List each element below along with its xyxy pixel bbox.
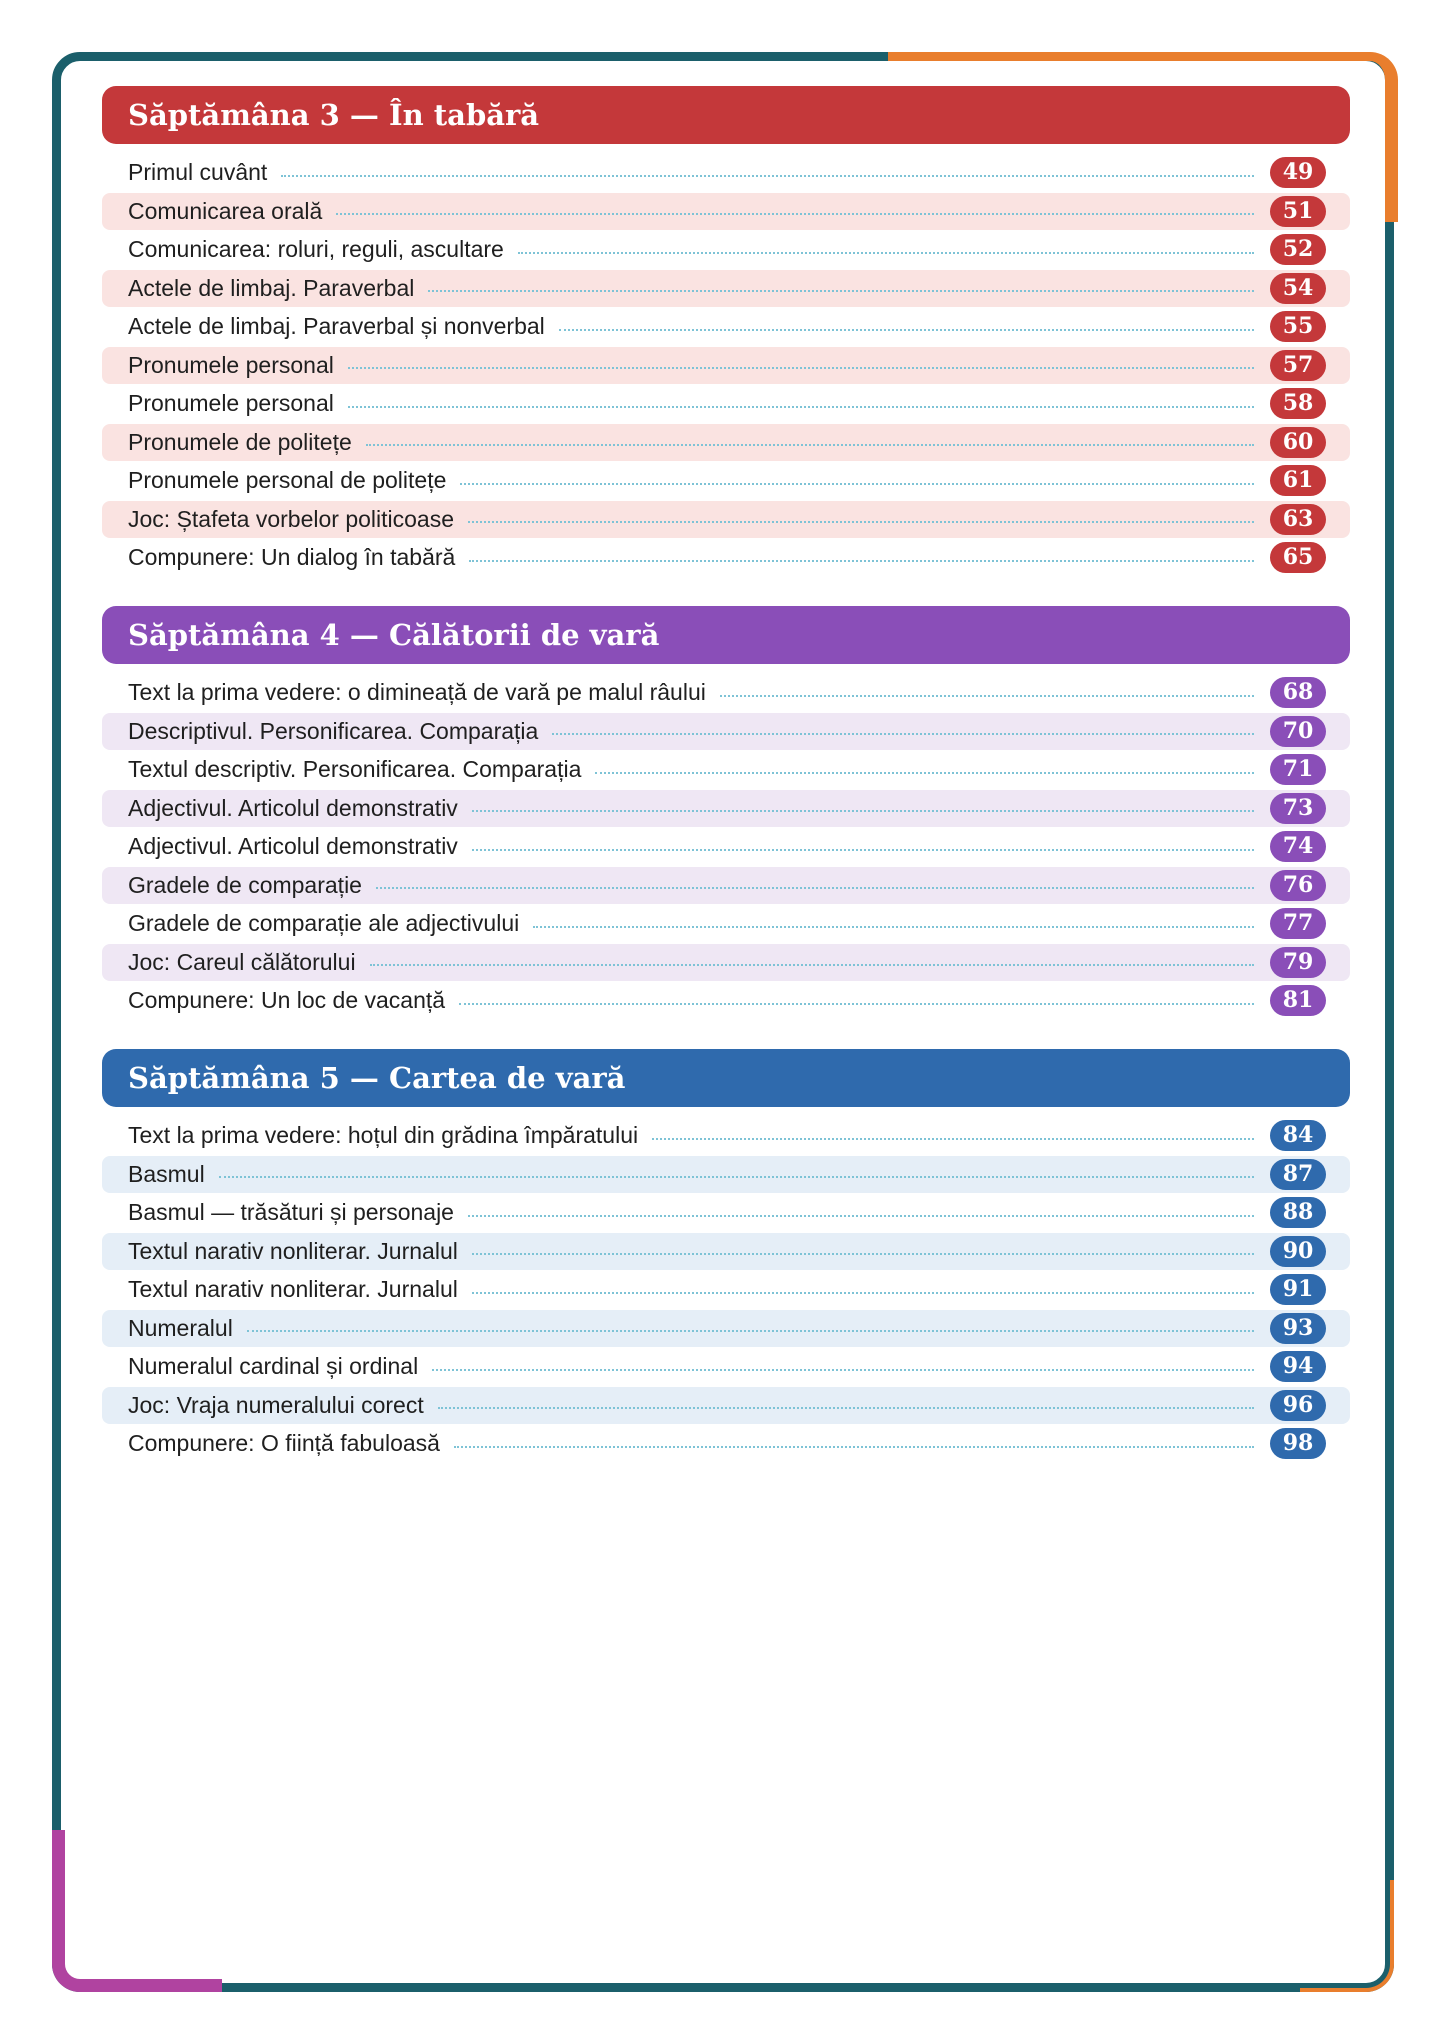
entry-title: Joc: Careul călătorului xyxy=(128,948,356,975)
dotted-leader xyxy=(552,733,1254,735)
dotted-leader xyxy=(595,772,1254,774)
page-number-badge: 51 xyxy=(1270,196,1326,227)
section-heading: Săptămâna 3 — În tabără xyxy=(102,86,1350,144)
toc-entry[interactable] xyxy=(102,1310,1350,1347)
section-week-3 xyxy=(102,86,1350,578)
page-number-badge: 58 xyxy=(1270,388,1326,419)
page-number-badge: 52 xyxy=(1270,234,1326,265)
page-number-badge: 68 xyxy=(1270,677,1326,708)
toc-entry[interactable] xyxy=(102,462,1350,499)
dotted-leader xyxy=(336,213,1254,215)
page-number-badge: 79 xyxy=(1270,947,1326,978)
page-number-badge: 71 xyxy=(1270,754,1326,785)
entry-title: Pronumele personal xyxy=(128,351,334,378)
entry-title: Actele de limbaj. Paraverbal xyxy=(128,274,415,301)
dotted-leader xyxy=(652,1138,1254,1140)
dotted-leader xyxy=(281,175,1254,177)
dotted-leader xyxy=(720,695,1254,697)
page-number-badge: 60 xyxy=(1270,427,1326,458)
dotted-leader xyxy=(247,1330,1254,1332)
entry-title: Compunere: Un dialog în tabără xyxy=(128,544,456,570)
toc-entry[interactable] xyxy=(102,501,1350,538)
page-number-badge: 98 xyxy=(1270,1428,1326,1459)
toc-entry[interactable] xyxy=(102,674,1350,711)
dotted-leader xyxy=(370,964,1254,966)
dotted-leader xyxy=(428,290,1254,292)
page-number-badge: 84 xyxy=(1270,1120,1326,1151)
page-number-badge: 81 xyxy=(1270,985,1326,1016)
dotted-leader xyxy=(432,1369,1254,1371)
dotted-leader xyxy=(219,1176,1254,1178)
entry-title: Pronumele personal xyxy=(128,390,334,416)
entry-title: Compunere: Un loc de vacanță xyxy=(128,987,446,1013)
dotted-leader xyxy=(454,1446,1254,1448)
page-number-badge: 87 xyxy=(1270,1159,1326,1190)
toc-entry[interactable] xyxy=(102,347,1350,384)
entry-title: Primul cuvânt xyxy=(128,159,268,185)
entry-title: Compunere: O ființă fabuloasă xyxy=(128,1430,440,1456)
entry-title: Pronumele personal de politețe xyxy=(128,467,447,493)
dotted-leader xyxy=(468,521,1254,523)
section-week-5 xyxy=(102,1049,1350,1464)
entry-title: Gradele de comparație xyxy=(128,871,362,898)
dotted-leader xyxy=(376,887,1254,889)
toc-entry[interactable] xyxy=(102,424,1350,461)
page-number-badge: 57 xyxy=(1270,350,1326,381)
toc-entry[interactable] xyxy=(102,982,1350,1019)
section-heading: Săptămâna 5 — Cartea de vară xyxy=(102,1049,1350,1107)
section-week-4 xyxy=(102,606,1350,1021)
entry-title: Pronumele de politețe xyxy=(128,428,352,455)
dotted-leader xyxy=(469,560,1254,562)
entry-title: Adjectivul. Articolul demonstrativ xyxy=(128,794,458,821)
entry-title: Basmul — trăsături și personaje xyxy=(128,1199,454,1225)
toc-entry[interactable] xyxy=(102,1348,1350,1385)
page-number-badge: 49 xyxy=(1270,157,1326,188)
page-number-badge: 73 xyxy=(1270,793,1326,824)
dotted-leader xyxy=(366,444,1254,446)
dotted-leader xyxy=(460,483,1254,485)
page-number-badge: 94 xyxy=(1270,1351,1326,1382)
toc-entry[interactable] xyxy=(102,1425,1350,1462)
dotted-leader xyxy=(559,329,1254,331)
entry-title: Comunicarea orală xyxy=(128,197,323,224)
toc-entry[interactable] xyxy=(102,790,1350,827)
dotted-leader xyxy=(472,1292,1254,1294)
dotted-leader xyxy=(472,849,1254,851)
toc-entry[interactable] xyxy=(102,828,1350,865)
dotted-leader xyxy=(472,1253,1254,1255)
entry-title: Comunicarea: roluri, reguli, ascultare xyxy=(128,236,504,262)
toc-entry[interactable] xyxy=(102,308,1350,345)
toc-entry[interactable] xyxy=(102,154,1350,191)
toc-entry[interactable] xyxy=(102,1271,1350,1308)
page-number-badge: 88 xyxy=(1270,1197,1326,1228)
frame-accent-bottom-right xyxy=(1300,1880,1394,1992)
dotted-leader xyxy=(533,926,1254,928)
dotted-leader xyxy=(518,252,1254,254)
page-number-badge: 63 xyxy=(1270,504,1326,535)
dotted-leader xyxy=(459,1003,1254,1005)
toc-entry[interactable] xyxy=(102,905,1350,942)
toc-entry[interactable] xyxy=(102,1387,1350,1424)
page-number-badge: 93 xyxy=(1270,1313,1326,1344)
entry-title: Textul descriptiv. Personificarea. Comparația xyxy=(128,756,582,782)
page-number-badge: 55 xyxy=(1270,311,1326,342)
page-number-badge: 74 xyxy=(1270,831,1326,862)
entry-title: Textul narativ nonliterar. Jurnalul xyxy=(128,1276,458,1302)
entry-title: Gradele de comparație ale adjectivului xyxy=(128,910,520,936)
entry-title: Text la prima vedere: hoțul din grădina împăratului xyxy=(128,1122,639,1148)
page-number-badge: 70 xyxy=(1270,716,1326,747)
toc-entry[interactable] xyxy=(102,385,1350,422)
page-number-badge: 77 xyxy=(1270,908,1326,939)
entry-title: Descriptivul. Personificarea. Comparația xyxy=(128,717,539,744)
entry-title: Numeralul cardinal și ordinal xyxy=(128,1353,419,1379)
toc-entry[interactable] xyxy=(102,713,1350,750)
page-number-badge: 96 xyxy=(1270,1390,1326,1421)
entry-title: Numeralul xyxy=(128,1314,233,1341)
dotted-leader xyxy=(348,406,1254,408)
page-number-badge: 61 xyxy=(1270,465,1326,496)
toc-entry[interactable] xyxy=(102,231,1350,268)
page-number-badge: 65 xyxy=(1270,542,1326,573)
toc-entry[interactable] xyxy=(102,867,1350,904)
entry-title: Joc: Ștafeta vorbelor politicoase xyxy=(128,505,455,532)
entry-title: Text la prima vedere: o dimineață de vară pe malul râului xyxy=(128,679,706,705)
frame-accent-bottom-left xyxy=(52,1830,222,1992)
toc-entry[interactable] xyxy=(102,193,1350,230)
dotted-leader xyxy=(348,367,1254,369)
entry-title: Adjectivul. Articolul demonstrativ xyxy=(128,833,458,859)
section-heading: Săptămâna 4 — Călătorii de vară xyxy=(102,606,1350,664)
page-number-badge: 76 xyxy=(1270,870,1326,901)
toc-entry[interactable] xyxy=(102,270,1350,307)
page-number-badge: 90 xyxy=(1270,1236,1326,1267)
page-number-badge: 91 xyxy=(1270,1274,1326,1305)
entry-title: Actele de limbaj. Paraverbal și nonverbal xyxy=(128,313,545,339)
entry-title: Basmul xyxy=(128,1160,205,1187)
dotted-leader xyxy=(438,1407,1254,1409)
dotted-leader xyxy=(468,1215,1254,1217)
toc-entry[interactable] xyxy=(102,1156,1350,1193)
toc-entry[interactable] xyxy=(102,751,1350,788)
toc-entry[interactable] xyxy=(102,944,1350,981)
toc-entry[interactable] xyxy=(102,539,1350,576)
dotted-leader xyxy=(472,810,1254,812)
toc-entry[interactable] xyxy=(102,1117,1350,1154)
entry-title: Textul narativ nonliterar. Jurnalul xyxy=(128,1237,458,1264)
entry-title: Joc: Vraja numeralului corect xyxy=(128,1391,424,1418)
toc-entry[interactable] xyxy=(102,1194,1350,1231)
page-number-badge: 54 xyxy=(1270,273,1326,304)
toc-entry[interactable] xyxy=(102,1233,1350,1270)
